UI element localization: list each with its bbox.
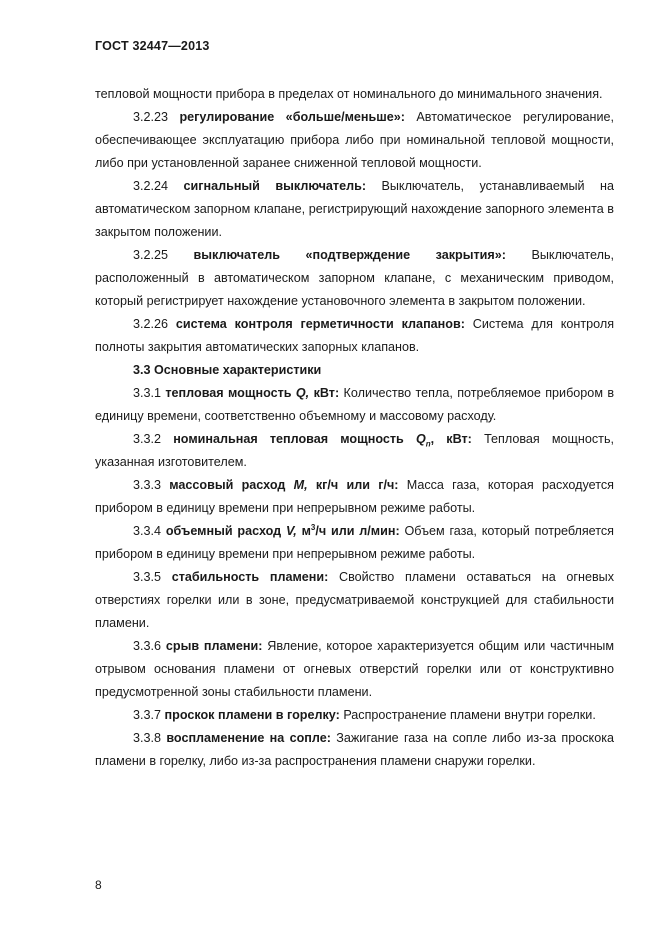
clause-definition: Распространение пламени внутри горелки. <box>343 708 596 722</box>
clause-definition: Система для контроля полноты закрытия автоматических запорных клапанов. <box>95 317 615 354</box>
document-header: ГОСТ 32447—2013 <box>95 39 210 53</box>
clause-3-3-5 <box>95 566 614 635</box>
clause-3-3-6 <box>95 635 614 704</box>
clause-number: 3.3.3 <box>133 478 162 492</box>
clause-number: 3.2.24 <box>133 179 169 193</box>
clause-definition: Объем газа, который потребляется прибором в единицу времени при непрерывном режиме работы. <box>95 524 614 561</box>
clause-definition: Свойство пламени оставаться на огневых отверстиях горелки или в зоне, предусматриваемой конструкцией для стабильности пламени. <box>95 570 615 630</box>
paragraph-text: тепловой мощности прибора в пределах от номинального до минимального значения. <box>95 87 603 101</box>
clause-symbol: Q, <box>295 386 310 400</box>
clause-number: 3.3.7 <box>133 708 162 722</box>
clause-number: 3.2.23 <box>133 110 169 124</box>
clause-number: 3.2.26 <box>133 317 169 331</box>
paragraph-continuation <box>95 83 614 106</box>
clause-term: проскок пламени в горелку: <box>164 708 340 722</box>
clause-unit: м <box>301 524 311 538</box>
clause-definition: Выключатель, устанавливаемый на автоматическом запорном клапане, регистрирующий нахождение запорного элемента в закрытом положении. <box>95 179 614 239</box>
clause-unit: , кВт: <box>430 432 472 446</box>
clause-3-3-4 <box>95 520 614 566</box>
clause-symbol: V, <box>286 524 297 538</box>
clause-definition: Тепловая мощность, указанная изготовителем. <box>95 432 615 469</box>
clause-term: тепловая мощность <box>165 386 292 400</box>
clause-definition: Количество тепла, потребляемое прибором в единицу времени, соответственно объемному и массовому расходу. <box>95 386 615 423</box>
clause-unit-superscript: 3 <box>310 522 316 532</box>
clause-number: 3.3.1 <box>133 386 162 400</box>
clause-unit: кВт: <box>313 386 340 400</box>
clause-symbol: Q <box>415 432 426 446</box>
page-number: 8 <box>95 878 102 892</box>
clause-term: регулирование «больше/меньше»: <box>179 110 405 124</box>
clause-term: сигнальный выключатель: <box>183 179 367 193</box>
clause-term: массовый расход <box>169 478 286 492</box>
clause-3-3-7 <box>95 704 614 727</box>
clause-number: 3.3.8 <box>133 731 162 745</box>
clause-symbol: M, <box>293 478 308 492</box>
clause-term: срыв пламени: <box>165 639 263 653</box>
clause-term: объемный расход <box>165 524 282 538</box>
clause-term: выключатель «подтверждение закрытия»: <box>193 248 506 262</box>
clause-3-2-24 <box>95 175 614 244</box>
clause-definition: Выключатель, расположенный в автоматическом запорном клапане, с механическим приводом, который регистрирует нахождение установочного элемента в закрытом положении. <box>95 248 614 308</box>
clause-definition: Автоматическое регулирование, обеспечивающее эксплуатацию прибора либо при номинальной тепловой мощности, либо при установленной заранее сниженной тепловой мощности. <box>95 110 615 170</box>
clause-number: 3.3.4 <box>133 524 162 538</box>
clause-definition: Масса газа, которая расходуется прибором в единицу времени при непрерывном режиме работы. <box>95 478 614 515</box>
clause-3-3-1 <box>95 382 614 428</box>
clause-3-3-3 <box>95 474 614 520</box>
clause-3-3-8 <box>95 727 614 773</box>
section-heading-3-3: 3.3 Основные характеристики <box>133 363 322 377</box>
clause-term: номинальная тепловая мощность <box>173 432 404 446</box>
clause-3-2-25 <box>95 244 614 313</box>
clause-definition: Зажигание газа на сопле либо из-за проскока пламени в горелку, либо из-за распространения пламени снаружи горелки. <box>95 731 615 768</box>
clause-term: система контроля герметичности клапанов: <box>175 317 465 331</box>
document-body <box>95 83 614 773</box>
clause-unit-rest: /ч или л/мин: <box>315 524 400 538</box>
clause-3-2-26 <box>95 313 614 359</box>
clause-3-2-23 <box>95 106 614 175</box>
clause-term: стабильность пламени: <box>171 570 329 584</box>
clause-definition: Явление, которое характеризуется общим или частичным отрывом основания пламени от огневых отверстий горелки или от конструктивно предусмотренной зоны стабильности пламени. <box>95 639 615 699</box>
clause-unit: кг/ч или г/ч: <box>315 478 399 492</box>
clause-3-3-2 <box>95 428 614 474</box>
clause-number: 3.3.6 <box>133 639 162 653</box>
clause-number: 3.3.2 <box>133 432 162 446</box>
clause-term: воспламенение на сопле: <box>166 731 331 745</box>
clause-symbol-subscript: n <box>425 439 431 449</box>
clause-number: 3.3.5 <box>133 570 162 584</box>
clause-number: 3.2.25 <box>133 248 169 262</box>
